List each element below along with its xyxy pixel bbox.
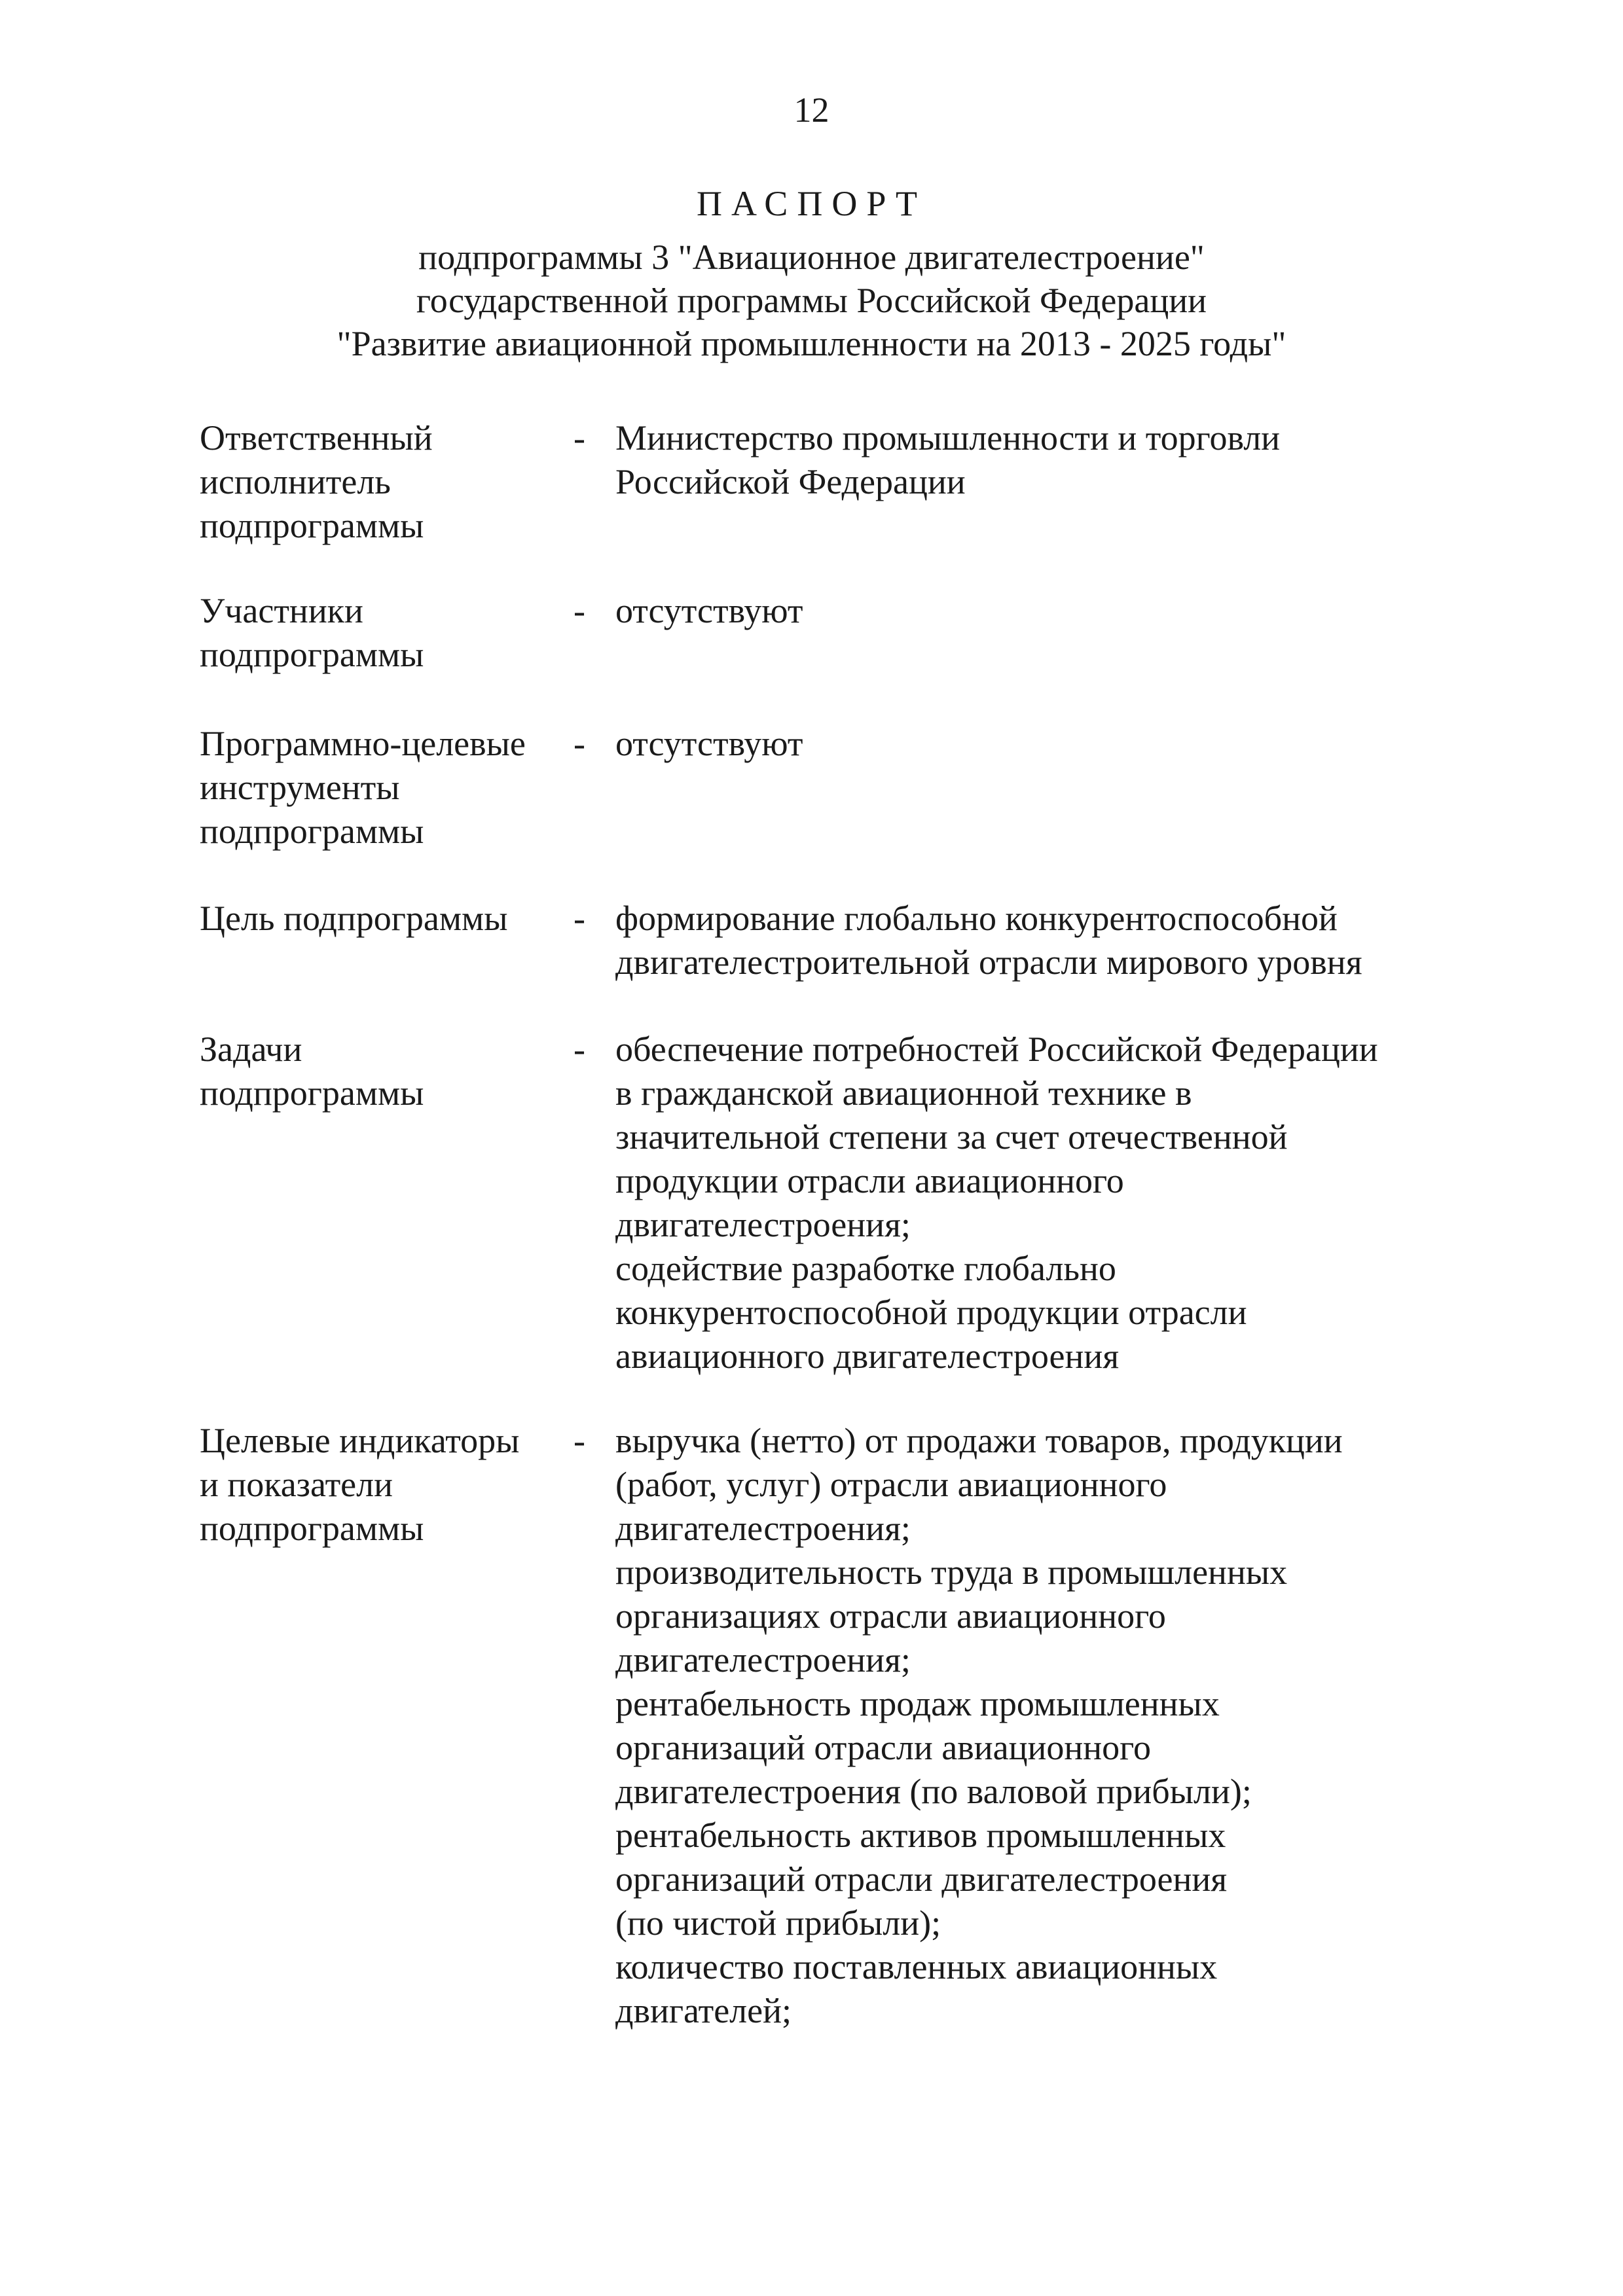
value-line: двигателестроительной отрасли мирового уровня (615, 942, 1362, 982)
row-value (615, 1419, 1486, 2033)
label-line: Задачи (200, 1030, 302, 1069)
value-line: обеспечение потребностей Российской Федерации (615, 1030, 1378, 1069)
row-label (200, 722, 566, 853)
value-line: в гражданской авиационной технике в (615, 1073, 1192, 1113)
value-line: (работ, услуг) отрасли авиационного (615, 1465, 1167, 1504)
label-line: подпрограммы (200, 506, 424, 545)
label-line: подпрограммы (200, 635, 424, 674)
row-label (200, 416, 566, 548)
label-line: подпрограммы (200, 812, 424, 851)
label-line: Программно-целевые (200, 724, 526, 763)
value-line: продукции отрасли авиационного (615, 1161, 1124, 1200)
value-line: отсутствуют (615, 591, 803, 630)
subtitle-line: подпрограммы 3 "Авиационное двигателестроение" (418, 238, 1205, 277)
value-line: выручка (нетто) от продажи товаров, продукции (615, 1421, 1343, 1460)
row-dash: - (574, 899, 585, 938)
value-line: двигателей; (615, 1991, 792, 2030)
row-label (200, 897, 566, 941)
row-value (615, 589, 1486, 633)
subtitle-line: государственной программы Российской Федерации (416, 281, 1207, 320)
value-line: отсутствуют (615, 724, 803, 763)
value-line: организаций отрасли авиационного (615, 1728, 1151, 1767)
row-dash: - (574, 1030, 585, 1069)
value-line: производительность труда в промышленных (615, 1552, 1288, 1592)
value-line: двигателестроения (по валовой прибыли); (615, 1772, 1252, 1811)
row-value (615, 722, 1486, 766)
row-label (200, 1419, 566, 1551)
value-line: конкурентоспособной продукции отрасли (615, 1293, 1247, 1332)
value-line: (по чистой прибыли); (615, 1903, 941, 1943)
label-line: подпрограммы (200, 1073, 424, 1113)
value-line: Российской Федерации (615, 462, 966, 501)
value-line: количество поставленных авиационных (615, 1947, 1218, 1986)
value-line: содействие разработке глобально (615, 1249, 1116, 1288)
row-dash: - (574, 1421, 585, 1460)
row-dash: - (574, 591, 585, 630)
label-line: инструменты (200, 768, 400, 807)
label-line: и показатели (200, 1465, 393, 1504)
row-dash: - (574, 724, 585, 763)
row-label (200, 589, 566, 677)
value-line: авиационного двигателестроения (615, 1336, 1120, 1376)
value-line: рентабельность активов промышленных (615, 1816, 1226, 1855)
label-line: Участники (200, 591, 363, 630)
value-line: организациях отрасли авиационного (615, 1596, 1166, 1636)
row-value (615, 416, 1486, 504)
label-line: исполнитель (200, 462, 391, 501)
value-line: двигателестроения; (615, 1640, 911, 1679)
page-number: 12 (793, 90, 830, 130)
value-line: рентабельность продаж промышленных (615, 1684, 1220, 1723)
value-line: формирование глобально конкурентоспособной (615, 899, 1338, 938)
label-line: Ответственный (200, 418, 433, 457)
row-value (615, 897, 1486, 984)
row-dash: - (574, 418, 585, 457)
value-line: организаций отрасли двигателестроения (615, 1859, 1228, 1899)
label-line: подпрограммы (200, 1509, 424, 1548)
subtitle-line: "Развитие авиационной промышленности на 2013 - 2025 годы" (337, 324, 1286, 363)
label-line: Цель подпрограммы (200, 899, 508, 938)
value-line: значительной степени за счет отечественной (615, 1117, 1288, 1157)
value-line: двигателестроения; (615, 1205, 911, 1244)
value-line: Министерство промышленности и торговли (615, 418, 1281, 457)
value-line: двигателестроения; (615, 1509, 911, 1548)
label-line: Целевые индикаторы (200, 1421, 520, 1460)
document-heading: ПАСПОРТ (697, 184, 926, 223)
row-value (615, 1028, 1486, 1378)
row-label (200, 1028, 566, 1115)
